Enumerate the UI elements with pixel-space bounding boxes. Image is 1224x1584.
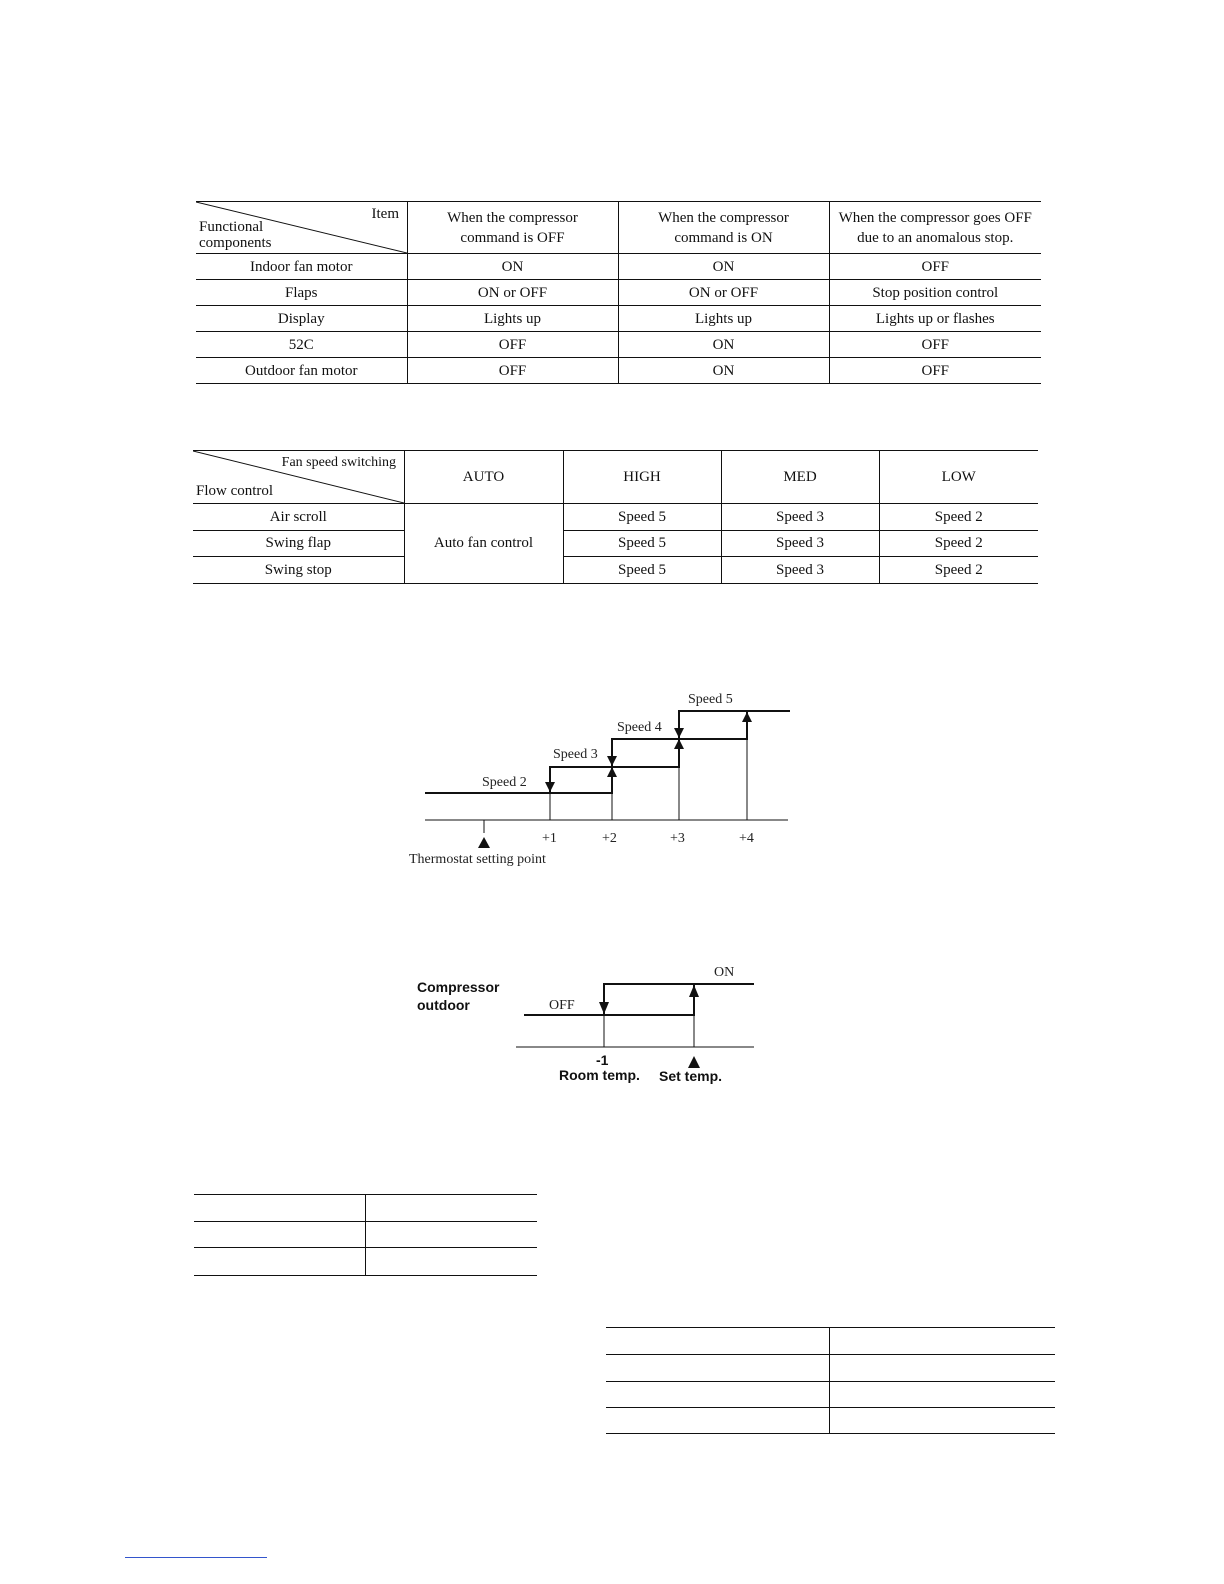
- corner-item-label: Item: [371, 206, 399, 222]
- corner-fan-speed-label: Fan speed switching: [281, 455, 396, 470]
- cell: ON or OFF: [618, 280, 829, 306]
- cell: Lights up: [618, 306, 829, 332]
- cell: ON: [618, 254, 829, 280]
- compressor-hysteresis-diagram: [410, 960, 770, 1090]
- row-label: 52C: [196, 332, 407, 358]
- step-label: Speed 2: [482, 775, 527, 790]
- tick-label: -1: [596, 1052, 609, 1068]
- row-label: Display: [196, 306, 407, 332]
- row-label: Indoor fan motor: [196, 254, 407, 280]
- down-arrow-icon: [674, 728, 684, 738]
- fan-speed-table: [193, 450, 1038, 584]
- row-label: Air scroll: [193, 504, 404, 531]
- compressor-subtitle: outdoor: [417, 997, 470, 1013]
- header-compressor-on: When the compressor command is ON: [618, 202, 829, 254]
- header-low: LOW: [879, 451, 1038, 504]
- auto-fan-control-cell: Auto fan control: [404, 504, 563, 584]
- fan-speed-step-diagram: [400, 685, 800, 875]
- up-arrow-icon: [674, 739, 684, 749]
- cell: OFF: [829, 332, 1041, 358]
- cell: Speed 3: [721, 530, 879, 557]
- table-row: [196, 306, 1041, 332]
- corner-flow-control-label: Flow control: [196, 483, 274, 499]
- header-auto: AUTO: [404, 451, 563, 504]
- table1-corner-cell: [196, 202, 407, 254]
- header-high: HIGH: [563, 451, 721, 504]
- cell: Lights up or flashes: [829, 306, 1041, 332]
- tick-label: +3: [670, 831, 685, 846]
- header-med: MED: [721, 451, 879, 504]
- cell: Speed 3: [721, 504, 879, 531]
- cell: Speed 2: [879, 504, 1038, 531]
- table2-corner-cell: [193, 451, 404, 504]
- cell: OFF: [829, 254, 1041, 280]
- cell: Speed 5: [563, 557, 721, 584]
- cell: ON: [407, 254, 618, 280]
- cell: Lights up: [407, 306, 618, 332]
- cell: OFF: [407, 332, 618, 358]
- cell: Speed 2: [879, 557, 1038, 584]
- tick-label: +2: [602, 831, 617, 846]
- footer-link-rule: [125, 1557, 267, 1558]
- table-column-divider: [829, 1328, 830, 1433]
- up-arrow-icon: [742, 712, 752, 722]
- setting-point-label: Thermostat setting point: [409, 852, 546, 867]
- cell: OFF: [407, 358, 618, 384]
- table-row: [193, 504, 1038, 531]
- tick-label: +4: [739, 831, 754, 846]
- set-temp-triangle-icon: [688, 1056, 700, 1068]
- setting-point-triangle-icon: [478, 837, 490, 848]
- cell: Speed 3: [721, 557, 879, 584]
- on-label: ON: [714, 965, 735, 980]
- table-row-divider: [606, 1381, 1055, 1382]
- header-compressor-off: When the compressor command is OFF: [407, 202, 618, 254]
- corner-functional-components-label: Functional components: [199, 219, 272, 251]
- down-arrow-icon: [599, 1002, 609, 1014]
- compressor-title: Compressor: [417, 979, 500, 995]
- header-anomalous-stop: When the compressor goes OFF due to an anomalous stop.: [829, 202, 1041, 254]
- cell: OFF: [829, 358, 1041, 384]
- step-label: Speed 4: [617, 720, 662, 735]
- cell: Speed 5: [563, 504, 721, 531]
- step-label: Speed 5: [688, 692, 733, 707]
- cell: Speed 2: [879, 530, 1038, 557]
- off-label: OFF: [549, 998, 575, 1013]
- table-row-divider: [606, 1354, 1055, 1355]
- row-label: Outdoor fan motor: [245, 362, 358, 379]
- cell: ON: [618, 358, 829, 384]
- table-column-divider: [365, 1195, 366, 1275]
- tick-label: +1: [542, 831, 557, 846]
- set-temp-label: Set temp.: [659, 1068, 723, 1084]
- room-temp-label: Room temp.: [559, 1067, 640, 1083]
- empty-table-large: [606, 1327, 1055, 1434]
- step-line-falling: [425, 711, 790, 793]
- cell: Stop position control: [829, 280, 1041, 306]
- table-row-divider: [606, 1407, 1055, 1408]
- row-label: Flaps: [196, 280, 407, 306]
- table-row: [196, 280, 1041, 306]
- table-row: [196, 358, 1041, 384]
- up-arrow-icon: [689, 985, 699, 997]
- table-row: [196, 254, 1041, 280]
- row-label: Swing stop: [264, 561, 332, 578]
- cell: ON: [618, 332, 829, 358]
- functional-components-table: [196, 201, 1041, 384]
- step-label: Speed 3: [553, 747, 598, 762]
- up-arrow-icon: [607, 767, 617, 777]
- cell: Speed 5: [563, 530, 721, 557]
- row-label: Swing flap: [193, 530, 404, 557]
- down-arrow-icon: [607, 756, 617, 766]
- table-row: [196, 332, 1041, 358]
- empty-table-small: [194, 1194, 537, 1276]
- falling-path: [604, 984, 694, 1015]
- down-arrow-icon: [545, 782, 555, 792]
- cell: ON or OFF: [407, 280, 618, 306]
- table-row: [193, 557, 1038, 584]
- table-row: [193, 530, 1038, 557]
